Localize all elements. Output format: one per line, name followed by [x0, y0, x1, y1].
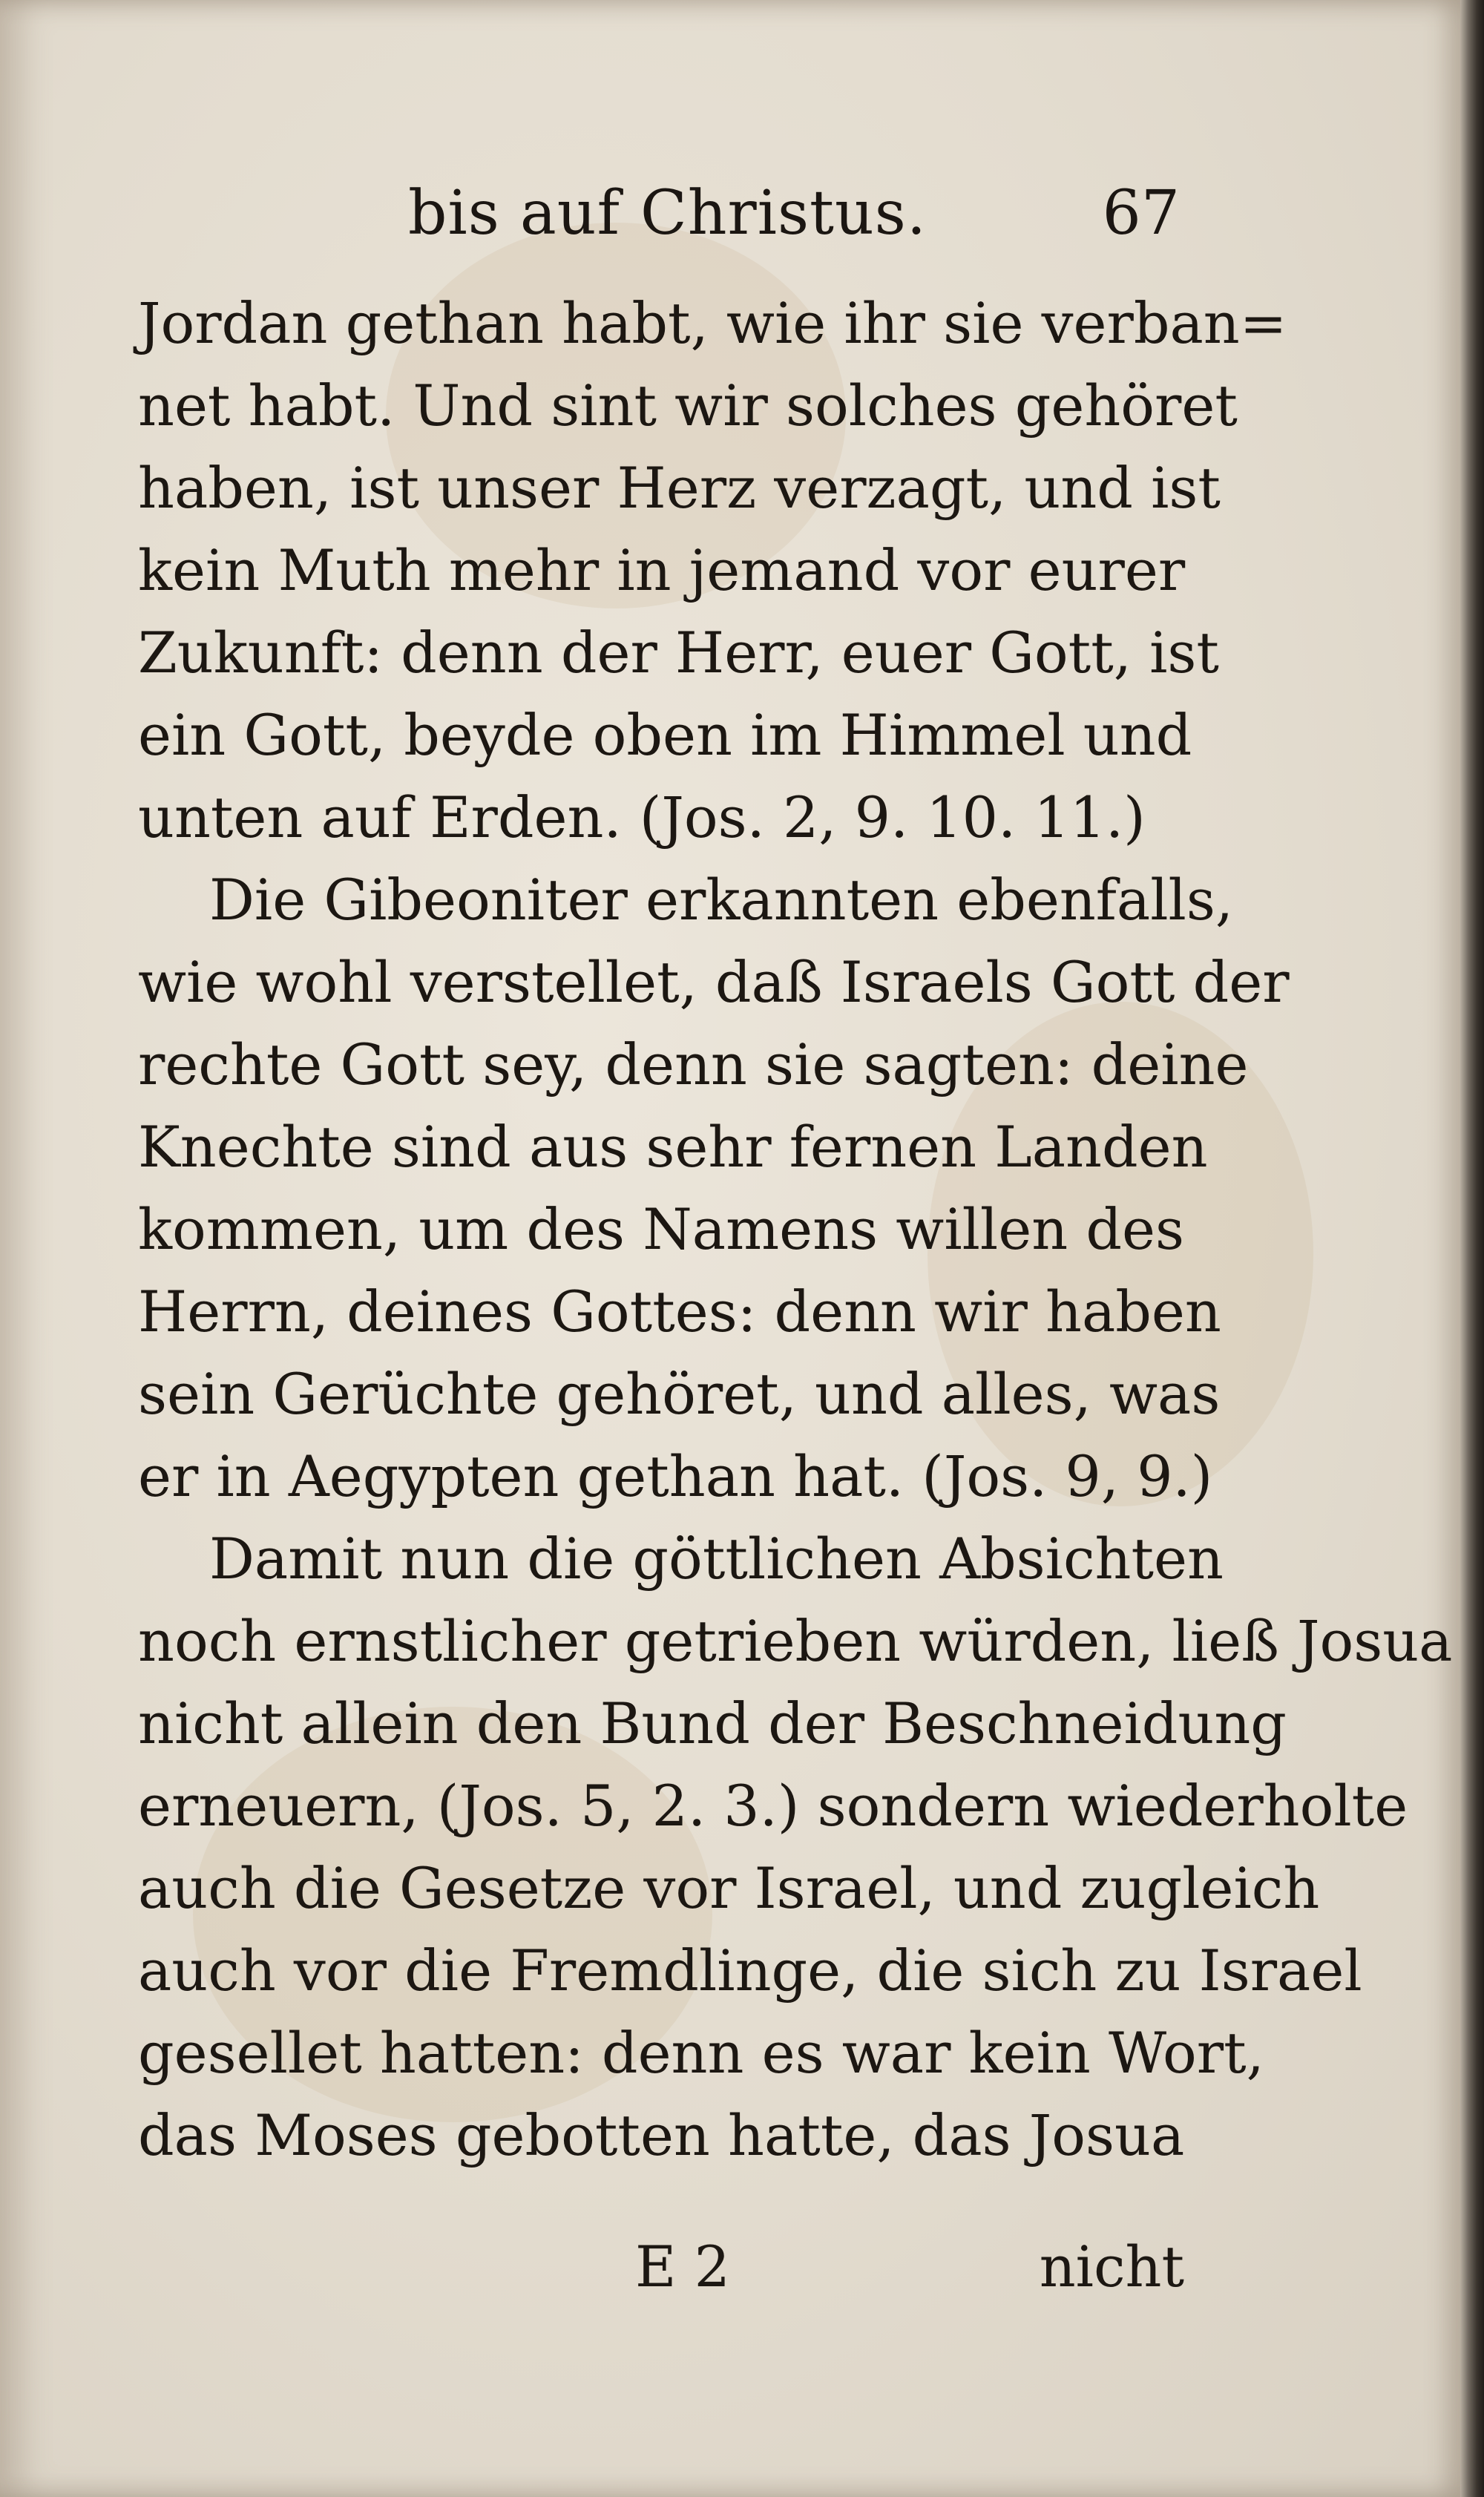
text-line: erneuern, (Jos. 5, 2. 3.) sondern wiederholte [138, 1773, 1408, 1839]
body-text [138, 282, 1453, 2176]
text-line: wie wohl verstellet, daß Israels Gott der [138, 949, 1290, 1015]
text-line: ein Gott, beyde oben im Himmel und [138, 702, 1192, 768]
text-line: sein Gerüchte gehöret, und alles, was [138, 1361, 1221, 1427]
text-line: Zukunft: denn der Herr, euer Gott, ist [138, 620, 1219, 686]
text-line: Knechte sind aus sehr fernen Landen [138, 1114, 1208, 1180]
text-line: kein Muth mehr in jemand vor eurer [138, 537, 1186, 603]
text-line: gesellet hatten: denn es war kein Wort, [138, 2020, 1264, 2086]
text-line: auch die Gesetze vor Israel, und zugleich [138, 1855, 1320, 1921]
text-line: er in Aegypten gethan hat. (Jos. 9, 9.) [138, 1443, 1213, 1509]
running-title: bis auf Christus. [408, 178, 927, 249]
text-line: Jordan gethan habt, wie ihr sie verban= [138, 290, 1287, 356]
text-line: nicht allein den Bund der Beschneidung [138, 1690, 1287, 1756]
text-line: das Moses gebotten hatte, das Josua [138, 2102, 1185, 2168]
running-head [141, 171, 1180, 267]
text-line: net habt. Und sint wir solches gehöret [138, 373, 1238, 439]
signature-mark: E 2 [635, 2234, 730, 2300]
text-line: rechte Gott sey, denn sie sagten: deine [138, 1031, 1249, 1097]
catchword: nicht [1039, 2234, 1184, 2300]
text-line: kommen, um des Namens willen des [138, 1196, 1184, 1262]
text-line: Die Gibeoniter erkannten ebenfalls, [209, 867, 1233, 933]
page-number: 67 [1102, 178, 1180, 249]
text-line: auch vor die Fremdlinge, die sich zu Israel [138, 1937, 1362, 2004]
text-line: Herrn, deines Gottes: denn wir haben [138, 1279, 1221, 1345]
page-footer [138, 2226, 1184, 2308]
text-line: Damit nun die göttlichen Absichten [209, 1526, 1224, 1592]
text-line: haben, ist unser Herz verzagt, und ist [138, 455, 1221, 521]
book-page-edge [1460, 0, 1484, 2497]
text-line: unten auf Erden. (Jos. 2, 9. 10. 11.) [138, 784, 1146, 850]
text-line: noch ernstlicher getrieben würden, ließ Josua [138, 1608, 1453, 1674]
